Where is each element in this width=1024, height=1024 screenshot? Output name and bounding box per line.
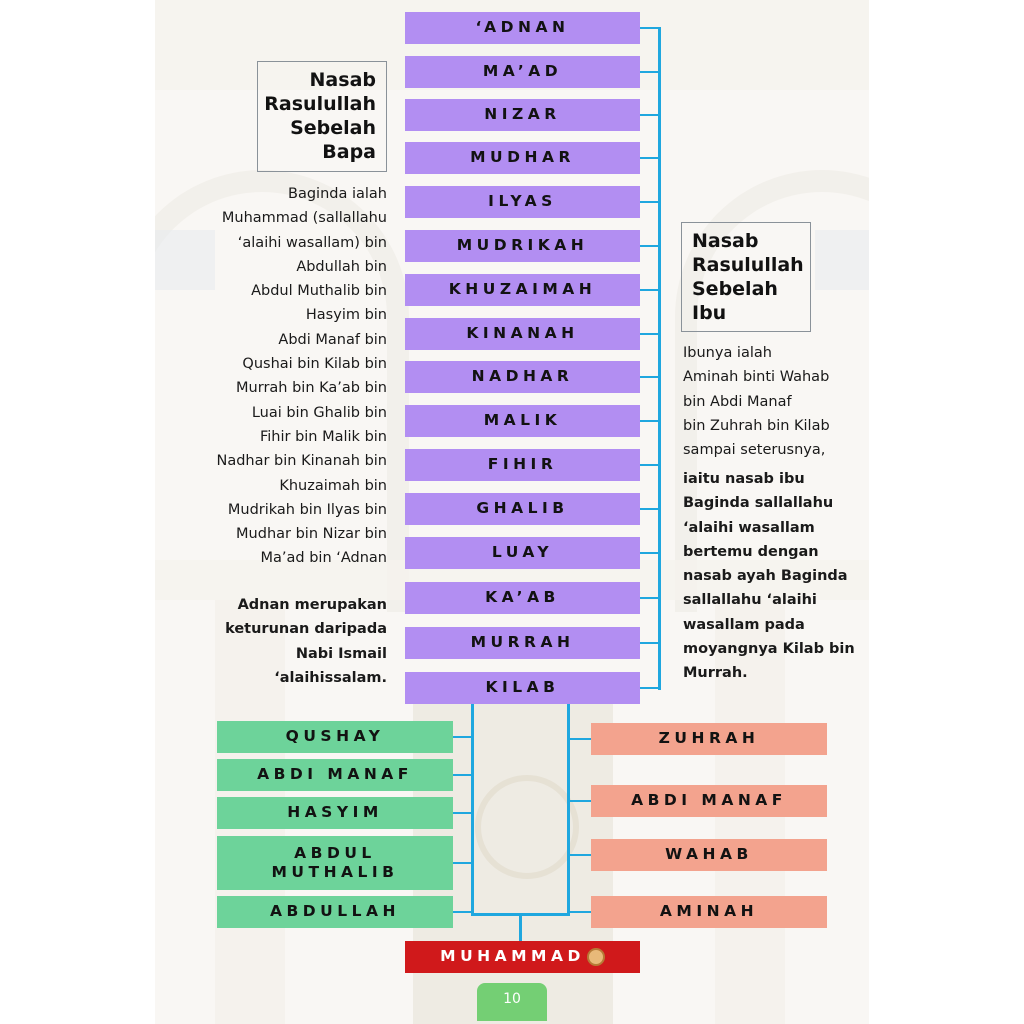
text-line: sampai seterusnya, (683, 442, 826, 459)
text-line: Khuzaimah bin (279, 477, 387, 494)
connector-tick (640, 642, 660, 644)
text-line: Ma’ad bin ‘Adnan (260, 550, 387, 567)
connector-tick (640, 333, 660, 335)
father-branch-box: HASYIM (217, 797, 453, 829)
connector-tick (453, 774, 473, 776)
text-line: Hasyim bin (305, 307, 387, 324)
adnan-note (200, 593, 387, 690)
text-line: Nabi Ismail (295, 645, 387, 662)
mother-side-heading: Nasab Rasulullah Sebelah Ibu (681, 222, 811, 332)
text-line: Fihir bin Malik bin (259, 428, 387, 445)
connector-tick (640, 376, 660, 378)
connector-tick (568, 738, 591, 740)
mother-branch-box: ZUHRAH (591, 723, 827, 755)
text-line: iaitu nasab ibu (683, 471, 805, 487)
mother-branch-box: WAHAB (591, 839, 827, 871)
ancestor-box: MUDHAR (405, 142, 640, 174)
text-line: keturunan daripada (225, 621, 387, 638)
connector-tick (640, 71, 660, 73)
connector-tick (640, 687, 660, 689)
salmon-line-vertical (567, 703, 570, 915)
text-line: Abdullah bin (296, 258, 387, 275)
text-line: Adnan merupakan (237, 597, 387, 613)
text-line: ‘alaihissalam. (274, 669, 387, 686)
connector-tick (640, 508, 660, 510)
text-line: Abdul Muthalib bin (251, 283, 387, 300)
father-branch-box: ABDULLAH (217, 896, 453, 928)
prophet-box (405, 941, 640, 973)
mother-side-text (683, 341, 863, 462)
connector-tick (453, 862, 473, 864)
page-number: 10 (477, 983, 547, 1021)
text-line: ‘alaihi wasallam) bin (237, 234, 387, 251)
text-line: Aminah binti Wahab (683, 369, 830, 386)
ancestor-box: KHUZAIMAH (405, 274, 640, 306)
text-line: Murrah. (683, 665, 748, 682)
connector-tick (453, 911, 473, 913)
ancestor-box: KILAB (405, 672, 640, 704)
connector-tick (568, 854, 591, 856)
ancestor-box: KA’AB (405, 582, 640, 614)
connector-tick (568, 911, 591, 913)
ancestor-box: GHALIB (405, 493, 640, 525)
green-line-vertical (471, 703, 474, 915)
text-line: bin Zuhrah bin Kilab (683, 417, 830, 434)
ancestor-box: KINANAH (405, 318, 640, 350)
connector-tick (640, 420, 660, 422)
text-line: Luai bin Ghalib bin (251, 404, 387, 421)
text-line: Baginda sallallahu (683, 495, 834, 512)
mother-branch-box: AMINAH (591, 896, 827, 928)
text-line: ‘alaihi wasallam (683, 519, 815, 536)
ancestor-box: MURRAH (405, 627, 640, 659)
connector-tick (640, 464, 660, 466)
text-line: wasallam pada (683, 616, 805, 633)
father-side-heading: Nasab Rasulullah Sebelah Bapa (257, 61, 387, 172)
bottom-stem (519, 915, 522, 942)
text-line: Murrah bin Ka’ab bin (236, 380, 387, 397)
father-branch-box: ABDI MANAF (217, 759, 453, 791)
text-line: Baginda ialah (288, 186, 387, 202)
ancestor-box: MA’AD (405, 56, 640, 88)
text-line: sallallahu ‘alaihi (683, 592, 817, 609)
ancestor-box: LUAY (405, 537, 640, 569)
ancestor-box: MUDRIKAH (405, 230, 640, 262)
text-line: Muhammad (sallallahu (221, 210, 387, 227)
connector-tick (640, 114, 660, 116)
connector-tick (453, 736, 473, 738)
father-branch-box: QUSHAY (217, 721, 453, 753)
text-line: bin Abdi Manaf (683, 393, 792, 410)
ancestor-box: NADHAR (405, 361, 640, 393)
father-line-vertical (658, 27, 661, 690)
ancestor-box: FIHIR (405, 449, 640, 481)
text-line: Nadhar bin Kinanah bin (216, 453, 387, 470)
ancestor-box: ‘ADNAN (405, 12, 640, 44)
seal-icon (587, 948, 605, 966)
text-line: moyangnya Kilab bin (683, 641, 855, 658)
connector-tick (640, 201, 660, 203)
prophet-name: MUHAMMAD (440, 947, 585, 966)
connector-tick (640, 245, 660, 247)
connector-tick (640, 552, 660, 554)
text-line: Mudhar bin Nizar bin (236, 526, 387, 543)
mother-branch-box: ABDI MANAF (591, 785, 827, 817)
text-line: Mudrikah bin Ilyas bin (227, 501, 387, 518)
ancestor-box: NIZAR (405, 99, 640, 131)
text-line: Abdi Manaf bin (278, 331, 387, 348)
connector-tick (453, 812, 473, 814)
text-line: nasab ayah Baginda (683, 568, 848, 585)
connector-tick (640, 27, 660, 29)
father-branch-box: ABDUL MUTHALIB (217, 836, 453, 890)
connector-tick (640, 157, 660, 159)
connector-tick (640, 597, 660, 599)
mother-side-note (683, 467, 863, 686)
connector-tick (568, 800, 591, 802)
father-side-text (200, 182, 387, 571)
text-line: bertemu dengan (683, 543, 819, 560)
text-line: Qushai bin Kilab bin (242, 356, 387, 373)
ancestor-box: ILYAS (405, 186, 640, 218)
ancestor-box: MALIK (405, 405, 640, 437)
connector-tick (640, 289, 660, 291)
text-line: Ibunya ialah (683, 345, 772, 361)
